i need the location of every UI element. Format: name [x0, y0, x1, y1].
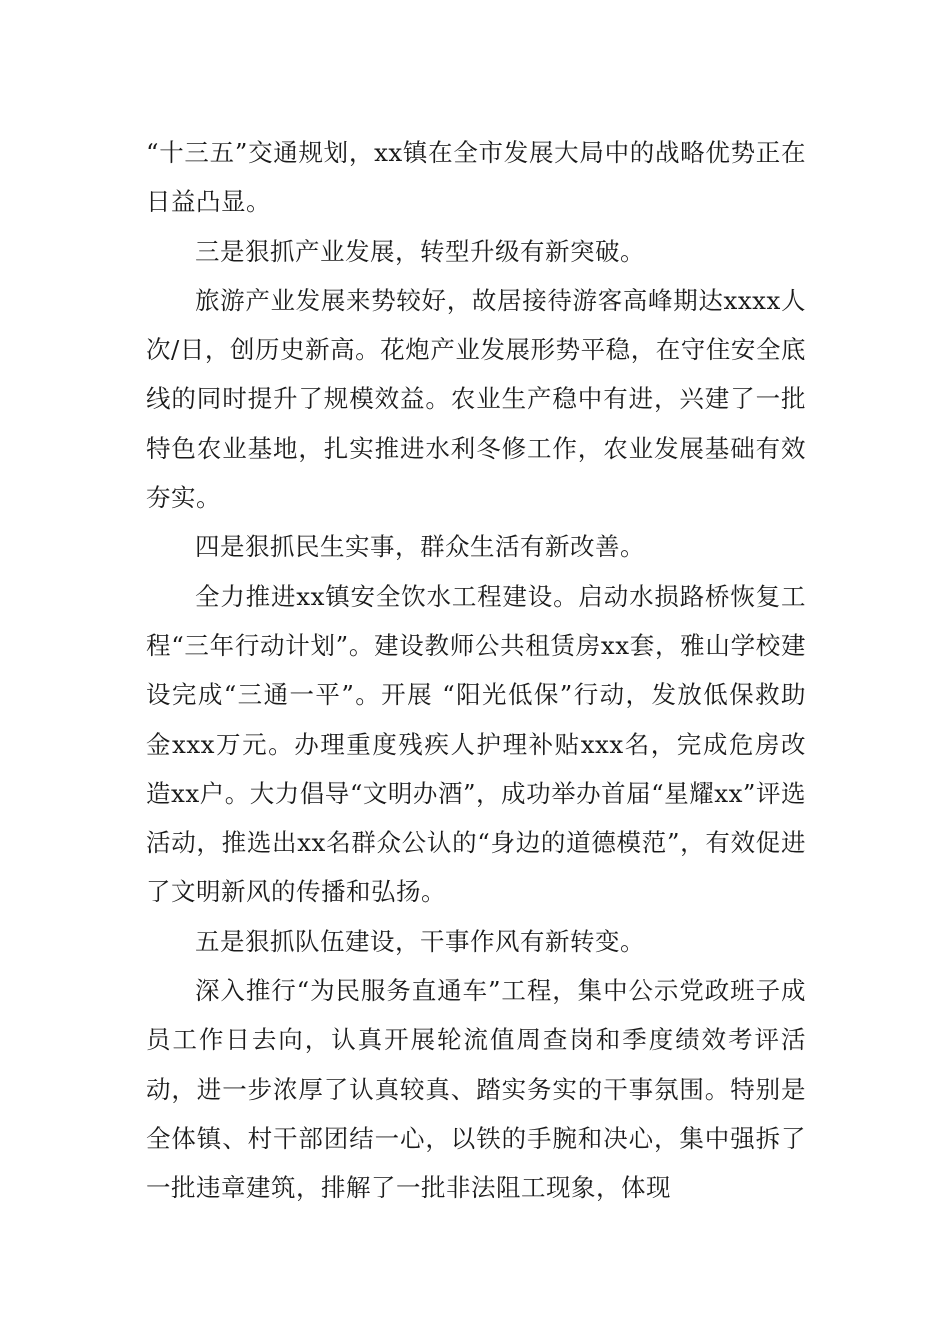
section-heading-industry: 三是狠抓产业发展，转型升级有新突破。 — [195, 236, 645, 266]
section-heading-team: 五是狠抓队伍建设，干事作风有新转变。 — [195, 926, 645, 956]
section-heading-livelihood: 四是狠抓民生实事，群众生活有新改善。 — [195, 532, 645, 562]
document-body — [146, 128, 806, 1213]
paragraph-continuation: “十三五”交通规划，xx镇在全市发展大局中的战略优势正在日益凸显。 — [146, 138, 806, 217]
paragraph-livelihood: 全力推进xx镇安全饮水工程建设。启动水损路桥恢复工程“三年行动计划”。建设教师公共租赁房xx套，雅山学校建设完成“三通一平”。开展 “阳光低保”行动，发放低保救助金xxx万元。办理重度残疾人护理补贴xxx名，完成危房改造xx户。大力倡导“文明办酒”，成功举办首届“星耀xx”评选活动，推选出xx名群众公认的“身边的道德模范”，有效促进了文明新风的传播和弘扬。 — [146, 581, 806, 907]
paragraph-team: 深入推行“为民服务直通车”工程，集中公示党政班子成员工作日去向，认真开展轮流值周查岗和季度绩效考评活动，进一步浓厚了认真较真、踏实务实的干事氛围。特别是全体镇、村干部团结一心，以铁的手腕和决心，集中强拆了一批违章建筑，排解了一批非法阻工现象，体现 — [146, 976, 806, 1203]
paragraph-industry: 旅游产业发展来势较好，故居接待游客高峰期达xxxx人次/日，创历史新高。花炮产业发展形势平稳，在守住安全底线的同时提升了规模效益。农业生产稳中有进，兴建了一批特色农业基地，扎实推进水利冬修工作，农业发展基础有效夯实。 — [146, 285, 806, 513]
